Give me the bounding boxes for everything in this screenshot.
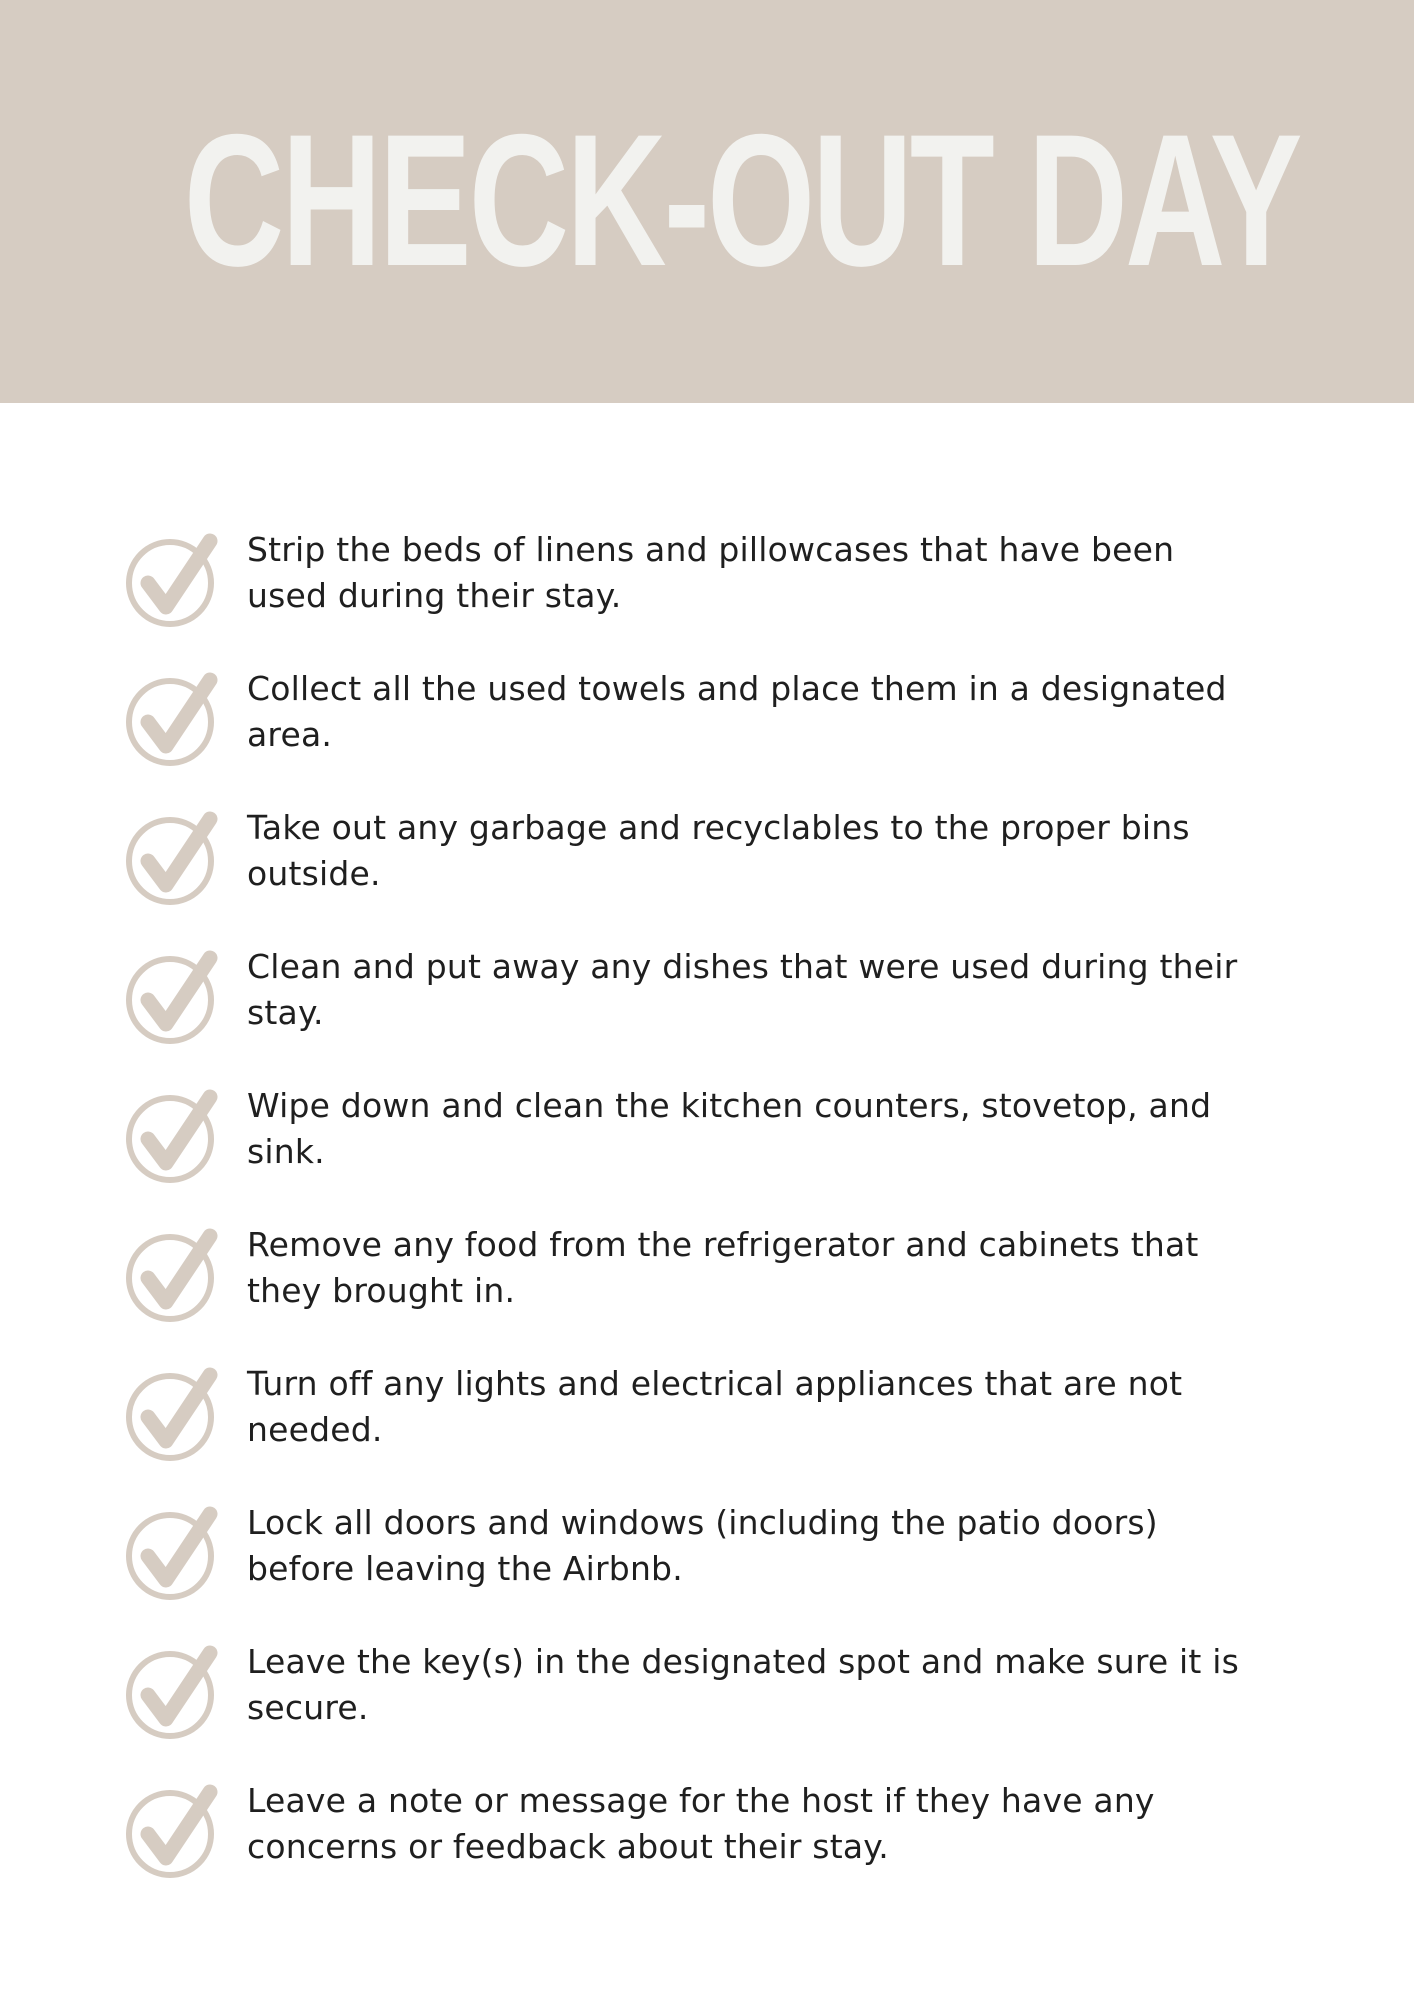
- checklist-item-text: Lock all doors and windows (including the patio doors) before leaving the Airbnb.: [247, 1503, 1158, 1588]
- checklist-item: [0, 1639, 1414, 1749]
- checklist-item: [0, 805, 1414, 915]
- checklist-item-text: Wipe down and clean the kitchen counters, stovetop, and sink.: [247, 1086, 1212, 1171]
- checklist-item-text: Clean and put away any dishes that were used during their stay.: [247, 947, 1238, 1032]
- check-circle-icon: [124, 1222, 226, 1324]
- check-circle-icon: [124, 1361, 226, 1463]
- checklist-item-text: Collect all the used towels and place them in a designated area.: [247, 669, 1227, 754]
- checklist-item-text: Leave a note or message for the host if they have any concerns or feedback about their stay.: [247, 1781, 1155, 1866]
- checklist-item: [0, 944, 1414, 1054]
- check-circle-icon: [124, 805, 226, 907]
- page-title: CHECK-OUT DAY: [183, 95, 1300, 305]
- check-circle-icon: [124, 1639, 226, 1741]
- check-circle-icon: [124, 1778, 226, 1880]
- checklist-item-text: Strip the beds of linens and pillowcases that have been used during their stay.: [247, 530, 1175, 615]
- checklist-item-text: Remove any food from the refrigerator and cabinets that they brought in.: [247, 1225, 1199, 1310]
- checklist-item: [0, 1222, 1414, 1332]
- checklist-item-text: Leave the key(s) in the designated spot and make sure it is secure.: [247, 1642, 1240, 1727]
- checklist-item: [0, 1083, 1414, 1193]
- check-circle-icon: [124, 944, 226, 1046]
- checklist-item-text: Take out any garbage and recyclables to the proper bins outside.: [247, 808, 1190, 893]
- checklist-item: [0, 527, 1414, 637]
- checklist-item: [0, 666, 1414, 776]
- checklist-item: [0, 1500, 1414, 1610]
- check-circle-icon: [124, 1500, 226, 1602]
- checklist-item: [0, 1361, 1414, 1471]
- check-circle-icon: [124, 666, 226, 768]
- checklist-item: [0, 1778, 1414, 1888]
- check-circle-icon: [124, 1083, 226, 1185]
- header-banner: [0, 0, 1414, 403]
- check-circle-icon: [124, 527, 226, 629]
- checklist-item-text: Turn off any lights and electrical appliances that are not needed.: [247, 1364, 1183, 1449]
